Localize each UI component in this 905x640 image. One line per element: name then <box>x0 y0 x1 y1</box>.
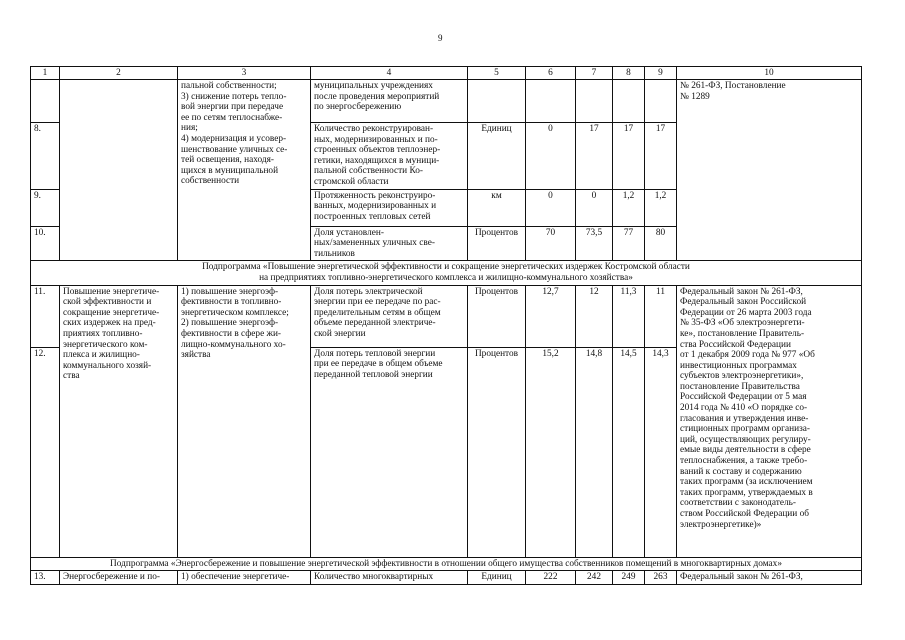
value-cell: 73,5 <box>576 226 613 261</box>
value-cell: 80 <box>645 226 677 261</box>
subprogram-title: Подпрограмма «Энергосбережение и повышение энергетической эффективности в отношении общего имущества собственников помещений в многоквартирных домах» <box>31 557 862 571</box>
tasks-cell: 1) повышение энергоэф- фективности в топливно- энергетическом комплексе; 2) повышение энергоэф- фективности в сфере жи- лищно-коммунального хо- зяйства <box>178 285 311 557</box>
indicator-cell: Количество реконструирован- ных, модернизированных и по- строенных объектов теплоэнер- гетики, находящихся в муници- пальной собственности Ко- стромской области <box>311 123 468 190</box>
col-header: 8 <box>613 67 645 80</box>
indicator-cell: Количество многоквартирных <box>311 571 468 585</box>
value-cell: 14,8 <box>576 347 613 557</box>
value-cell: 0 <box>526 189 576 226</box>
indicator-cell: Доля установлен- ных/замененных уличных све- тильников <box>311 226 468 261</box>
value-cell: 242 <box>576 571 613 585</box>
unit-cell: Процентов <box>468 285 526 347</box>
value-cell: 249 <box>613 571 645 585</box>
value-cell: 1,2 <box>645 189 677 226</box>
col-header: 1 <box>31 67 60 80</box>
unit-cell: км <box>468 189 526 226</box>
legal-basis-cell: Федеральный закон № 261-ФЗ, Федеральный закон Российской Федерации от 26 марта 2003 года № 35-ФЗ «Об электроэнергети- ке», постановление Правитель- ства Российской Федерации от 1 декабря 2009 года № 977 «Об инвестиционных программах субъектов электроэнергетики», постановление Правительства Российской Федерации от 5 мая 2014 года № 410 «О порядке со- гласования и утверждения инве- стиционных программ организа- ций, осуществляющих регулиру- емые виды деятельности в сфере теплоснабжения, а также требо- ваний к составу и содержанию таких программ (за исключением таких программ, утверждаемых в соответствии с законодатель- ством Российской Федерации об электроэнергетике)» <box>677 285 862 557</box>
row-number: 10. <box>31 226 60 261</box>
value-cell: 14,3 <box>645 347 677 557</box>
value-cell: 11,3 <box>613 285 645 347</box>
value-cell: 1,2 <box>613 189 645 226</box>
table-row <box>31 571 862 585</box>
col-header: 6 <box>526 67 576 80</box>
row-number: 13. <box>31 571 60 585</box>
tasks-cell: 1) обеспечение энергетиче- <box>178 571 311 585</box>
value-cell: 12 <box>576 285 613 347</box>
col-header: 3 <box>178 67 311 80</box>
unit-cell: Единиц <box>468 571 526 585</box>
value-cell: 14,5 <box>613 347 645 557</box>
value-cell: 17 <box>645 123 677 190</box>
page-number: 9 <box>438 33 443 43</box>
col-header: 9 <box>645 67 677 80</box>
indicator-cell: муниципальных учреждениях после проведения мероприятий по энергосбережению <box>311 80 468 123</box>
legal-basis-cell: № 261-ФЗ, Постановление № 1289 <box>677 80 862 261</box>
value-cell: 0 <box>576 189 613 226</box>
tasks-cell: пальной собственности; 3) снижение потерь тепло- вой энергии при передаче ее по сетям теплоснабже- ния; 4) модернизация и усовер- шенствование уличных се- тей освещения, находя- щихся в муниципальной собственности <box>178 80 311 261</box>
indicators-table <box>30 66 862 585</box>
table-row <box>31 285 862 347</box>
goal-cell: Повышение энергетиче- ской эффективности и сокращение энергетиче- ских издержек на пред- приятиях топливно- энергетического ком- плекса и жилищно- коммунального хозяй- ства <box>60 285 178 557</box>
row-number: 8. <box>31 123 60 190</box>
subprogram-row <box>31 261 862 285</box>
header-row <box>31 67 862 80</box>
value-cell: 17 <box>613 123 645 190</box>
table-row <box>31 80 862 123</box>
col-header: 7 <box>576 67 613 80</box>
subprogram-title: Подпрограмма «Повышение энергетической эффективности и сокращение энергетических издержек Костромской области на предприятиях топливно-энергетического комплекса и жилищно-коммунального хозяйства» <box>31 261 862 285</box>
value-cell: 263 <box>645 571 677 585</box>
row-number: 12. <box>31 347 60 557</box>
col-header: 4 <box>311 67 468 80</box>
row-number: 11. <box>31 285 60 347</box>
value-cell: 15,2 <box>526 347 576 557</box>
unit-cell: Единиц <box>468 123 526 190</box>
col-header: 5 <box>468 67 526 80</box>
value-cell: 17 <box>576 123 613 190</box>
indicator-cell: Доля потерь электрической энергии при ее передаче по рас- пределительным сетям в общем объеме переданной электриче- ской энергии <box>311 285 468 347</box>
value-cell: 77 <box>613 226 645 261</box>
legal-basis-cell: Федеральный закон № 261-ФЗ, <box>677 571 862 585</box>
row-number: 9. <box>31 189 60 226</box>
value-cell: 222 <box>526 571 576 585</box>
goal-cell: Энергосбережение и по- <box>60 571 178 585</box>
value-cell: 0 <box>526 123 576 190</box>
col-header: 10 <box>677 67 862 80</box>
value-cell: 70 <box>526 226 576 261</box>
indicator-cell: Доля потерь тепловой энергии при ее передаче в общем объеме переданной тепловой энергии <box>311 347 468 557</box>
unit-cell: Процентов <box>468 226 526 261</box>
subprogram-row <box>31 557 862 571</box>
value-cell: 12,7 <box>526 285 576 347</box>
value-cell: 11 <box>645 285 677 347</box>
unit-cell: Процентов <box>468 347 526 557</box>
indicator-cell: Протяженность реконструиро- ванных, модернизированных и построенных тепловых сетей <box>311 189 468 226</box>
col-header: 2 <box>60 67 178 80</box>
